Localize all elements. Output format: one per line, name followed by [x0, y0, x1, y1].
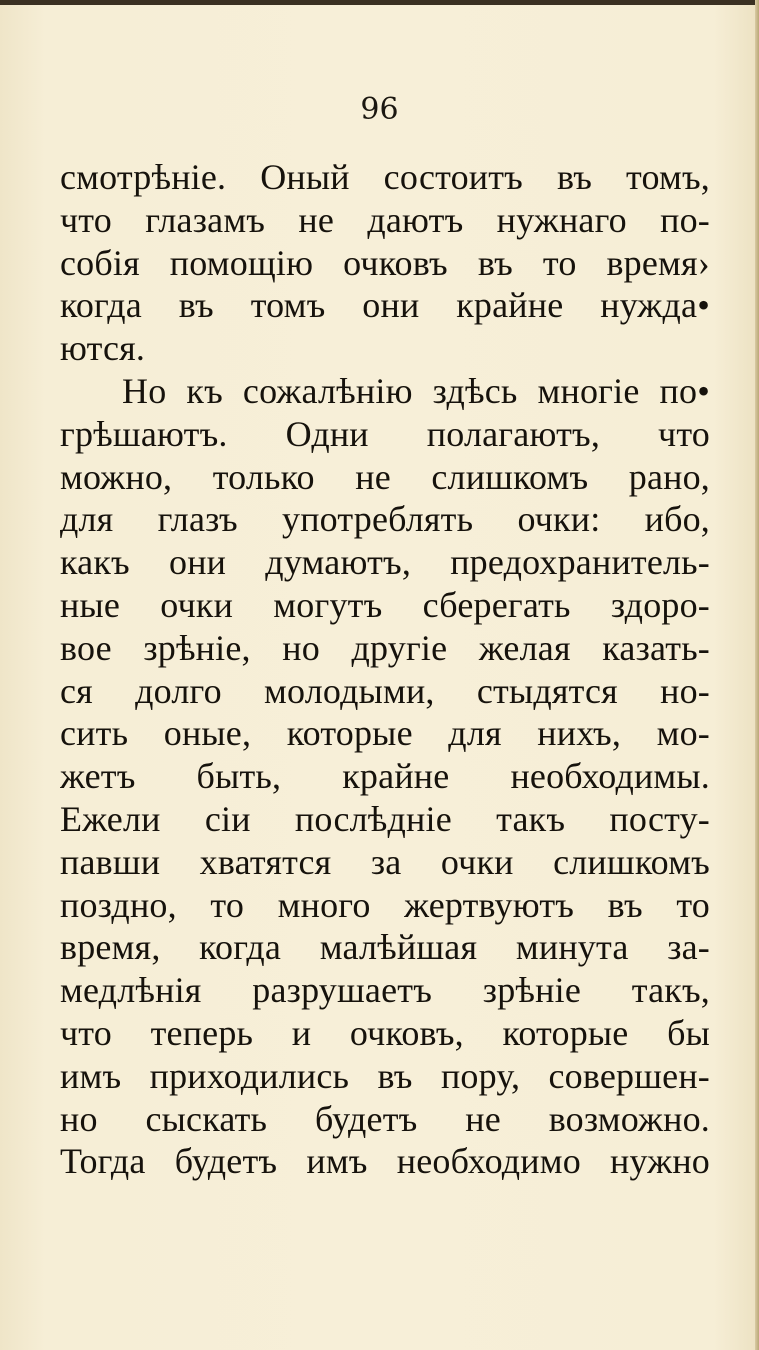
- paragraph-first-line: Но къ сожалѣнію здѣсь многіе по•: [122, 370, 710, 411]
- text-line: ные очки могутъ сберегать здоро-: [60, 584, 710, 625]
- text-line: для глазъ употреблять очки: ибо,: [60, 499, 710, 540]
- text-line: павши хватятся за очки слишкомъ: [60, 841, 710, 882]
- page-number: 96: [360, 92, 399, 127]
- text-line: Ежели сіи послѣдніе такъ посту-: [60, 798, 710, 839]
- text-line: ся долго молодыми, стыдятся но-: [60, 670, 710, 711]
- text-line: какъ они думаютъ, предохранитель-: [60, 542, 710, 583]
- text-line: собія помощію очковъ въ то время›: [60, 242, 710, 283]
- text-line: грѣшаютъ. Одни полагаютъ, что: [60, 413, 710, 454]
- text-line: что теперь и очковъ, которые бы: [60, 1012, 710, 1053]
- text-line: поздно, то много жертвуютъ въ то: [60, 884, 710, 925]
- body-text: [60, 156, 710, 1183]
- page-right-edge: [755, 0, 759, 1350]
- text-line: ются.: [60, 328, 146, 369]
- text-line: медлѣнія разрушаетъ зрѣніе такъ,: [60, 970, 710, 1011]
- text-line: но сыскать будетъ не возможно.: [60, 1098, 710, 1139]
- text-line: что глазамъ не даютъ нужнаго по-: [60, 199, 710, 240]
- page-top-border: [0, 0, 759, 5]
- text-line: сить оные, которые для нихъ, мо-: [60, 713, 710, 754]
- text-line: вое зрѣніе, но другіе желая казать-: [60, 627, 710, 668]
- text-line: имъ приходились въ пору, совершен-: [60, 1055, 710, 1096]
- text-line: жетъ быть, крайне необходимы.: [60, 756, 710, 797]
- text-line: время, когда малѣйшая минута за-: [60, 927, 710, 968]
- text-line: когда въ томъ они крайне нужда•: [60, 285, 710, 326]
- text-line: смотрѣніе. Оный состоитъ въ томъ,: [60, 157, 710, 197]
- text-line: Тогда будетъ имъ необходимо нужно: [60, 1141, 710, 1182]
- text-line: можно, только не слишкомъ рано,: [60, 456, 710, 497]
